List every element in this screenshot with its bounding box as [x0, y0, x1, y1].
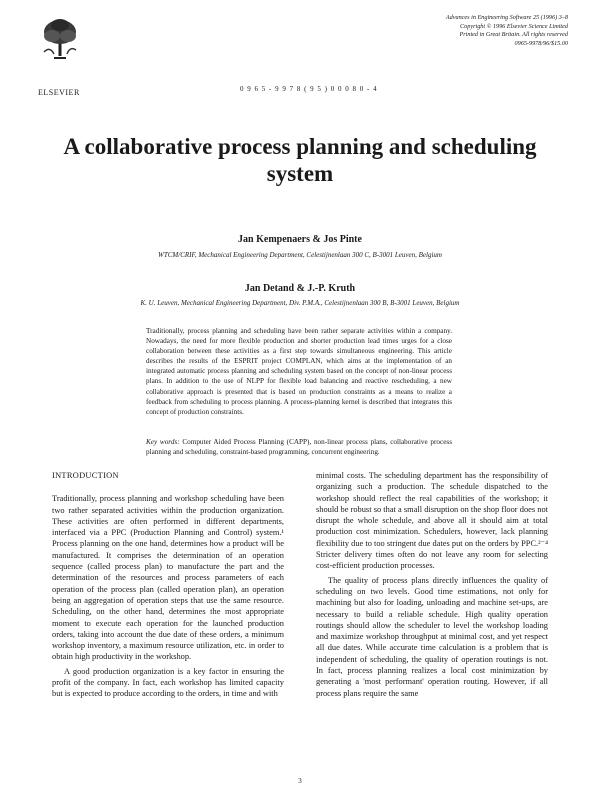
- body-paragraph: The quality of process plans directly influences the quality of scheduling on two levels. Good time estimations, not only for machining but also for loading, unloading and machine set-ups, are necessary to build a reliable schedule. High quality operation routings should allow the scheduler to level the workshop loading and maximize workshop throughput at minimal cost, and yet respect all due dates. While accurate time calculation is a problem that is independent of scheduling, the quality of operation routings is not. In fact, process planning realizes a local cost minimization by generating a 'most performant' operation routing. However, if all process plans require the same: [316, 575, 548, 698]
- body-column-right: [316, 470, 548, 702]
- article-title: A collaborative process planning and scheduling system: [63, 134, 537, 186]
- keywords: [146, 437, 452, 457]
- journal-info-line: 0965-9978/96/$15.00: [514, 39, 568, 47]
- journal-info-line: Copyright © 1996 Elsevier Science Limited: [460, 22, 568, 30]
- publisher-tree-logo-icon: [40, 16, 80, 60]
- keywords-text: Computer Aided Process Planning (CAPP), non-linear process plans, collaborative process planning and scheduling, constraint-based programming, concurrent engineering.: [146, 438, 452, 457]
- author-names: Jan Detand & J.-P. Kruth: [244, 283, 356, 294]
- section-heading: INTRODUCTION: [52, 471, 119, 480]
- journal-info-line: Advances in Engineering Software 25 (1996) 3–8: [445, 14, 568, 21]
- page-number: 3: [298, 777, 302, 785]
- body-paragraph: minimal costs. The scheduling department has the responsibility of organizing such a production. The schedule dispatched to the workshop should reflect the real capabilities of the workshop; it should be robust so that a small disruption on the shop floor does not disrupt the whole schedule, and above all it should aim at total production cost minimization. Schedulers, however, lack planning flexibility due to too stringent due dates put on the orders by PPC.²⁻⁴ Stricter delivery times often do not leave any room for selecting cost-efficient production processes.: [316, 471, 548, 571]
- author-names: Jan Kempenaers & Jos Pinte: [238, 234, 362, 245]
- issn-code: 0 9 6 5 - 9 9 7 8 ( 9 5 ) 0 0 0 8 0 - 4: [240, 85, 378, 93]
- journal-info: [388, 14, 568, 48]
- body-paragraph: Traditionally, process planning and workshop scheduling have been two rather separated activities within the production organization. These activities are often performed in different departments, interfaced via a PPC (Production Planning and Control) system.¹ Process planning on the one hand, determines how a product will be manufactured. It comprises the determination of an operation sequence (called process plan) to manufacture the part and the determination of the resources and process parameters of each operation of the process plan (called operation plan), an operation being an aggregation of operation steps that use the same resource. Scheduling, on the other hand, determines the most appropriate moment to execute each operation for the launched production orders, taking into account the due date of these orders, a minimum workshop inventory, a maximum resource utilization, etc. in order to obtain high productivity in the workshop.: [52, 494, 284, 662]
- publisher-name: ELSEVIER: [38, 88, 80, 97]
- journal-info-line: Printed in Great Britain. All rights reserved: [459, 31, 568, 39]
- author-affiliation: K. U. Leuven, Mechanical Engineering Department, Div. P.M.A., Celestijnenlaan 300 B, B-3001 Leuven, Belgium: [140, 299, 460, 307]
- author-affiliation: WTCM/CRIF, Mechanical Engineering Department, Celestijnenlaan 300 C, B-3001 Leuven, Belgium: [158, 251, 442, 259]
- abstract: Traditionally, process planning and scheduling have been rather separate activities within a company. Nowadays, the need for more flexible production and shorter production lead times urges for a close collaboration between these activities as a first step towards simultaneous engineering. This article describes the results of the ESPRIT project COMPLAN, which aims at the implementation of an integrated automatic process planning and scheduling system based on the concept of non-linear process plans. In addition to the use of NLPP for flexible load balancing and reactive rescheduling, a new collaborative approach is presented that is based on production constraints as a means to realize a feedback from scheduling to process planning. A process-planning kernel is described that integrates this concept of production constraints.: [146, 327, 452, 416]
- body-paragraph: A good production organization is a key factor in ensuring the profit of the company. In fact, each workshop has limited capacity but is expected to produce according to the orders, in time and with: [52, 666, 284, 699]
- keywords-label: Key words:: [146, 438, 180, 446]
- body-column-left: [52, 470, 284, 703]
